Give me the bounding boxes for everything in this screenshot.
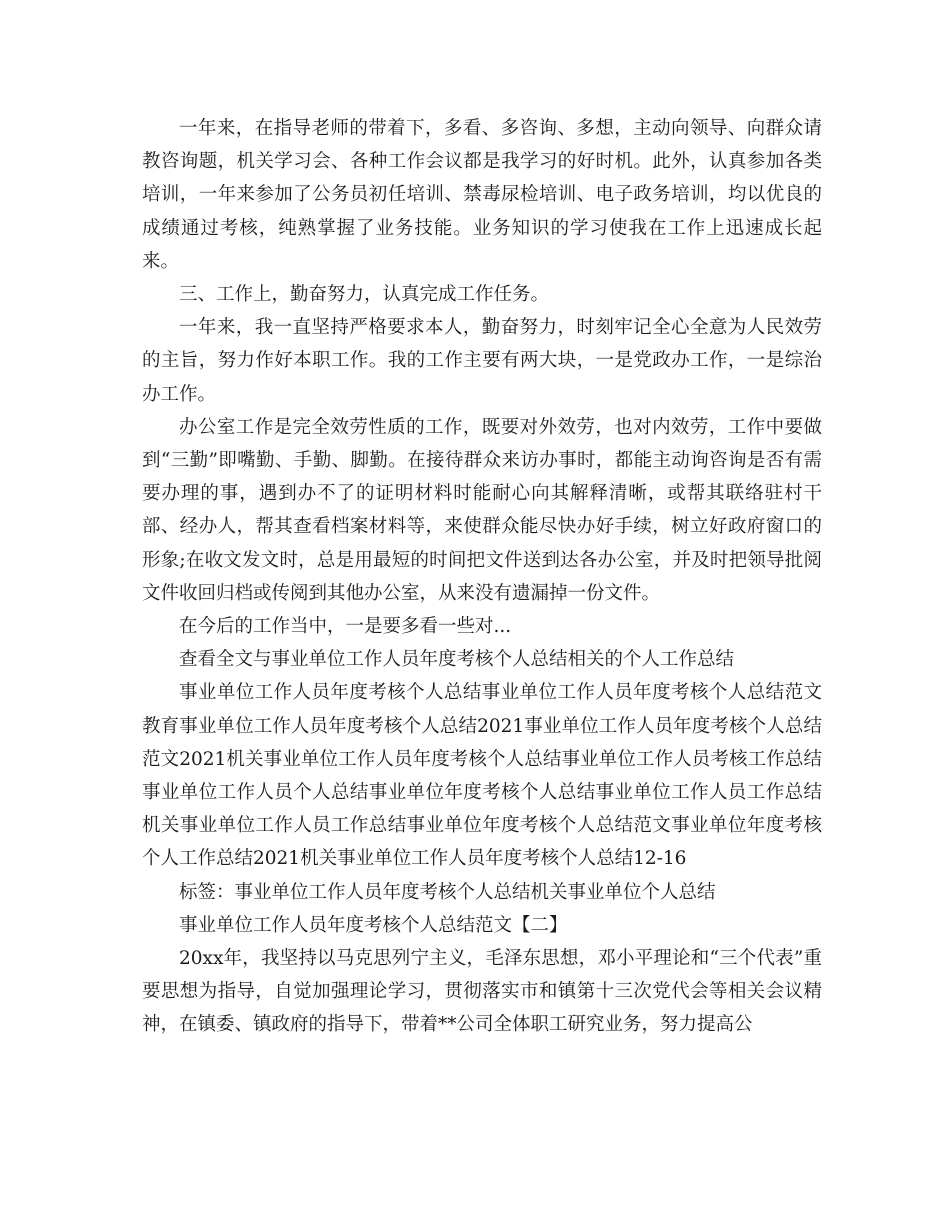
related-link-heading: 查看全文与事业单位工作人员年度考核个人总结相关的个人工作总结 — [179, 649, 735, 671]
section-title-two: 事业单位工作人员年度考核个人总结范文【二】 — [179, 914, 568, 936]
paragraph-future: 在今后的工作当中，一是要多看一些对... — [179, 616, 512, 638]
tags-line: 标签：事业单位工作人员年度考核个人总结机关事业单位个人总结 — [179, 881, 716, 903]
paragraph-study: 一年来，在指导老师的带着下，多看、多咨询、多想，主动向领导、向群众请教咨询题，机关学习会、各种工作会议都是我学习的好时机。此外，认真参加各类培训，一年来参加了公务员初任培训、禁毒尿检培训、电子政务培训，均以优良的成绩通过考核，纯熟掌握了业务技能。业务知识的学习使我在工作上迅速成长起来。 — [142, 118, 822, 272]
section-heading-work: 三、工作上，勤奋努力，认真完成工作任务。 — [179, 284, 550, 306]
paragraph-duty: 一年来，我一直坚持严格要求本人，勤奋努力，时刻牢记全心全意为人民效劳的主旨，努力作好本职工作。我的工作主要有两大块，一是党政办工作，一是综治办工作。 — [142, 317, 822, 405]
related-titles-list: 事业单位工作人员年度考核个人总结事业单位工作人员年度考核个人总结范文教育事业单位工作人员年度考核个人总结2021事业单位工作人员年度考核个人总结范文2021机关事业单位工作人员年度考核个人总结事业单位工作人员考核工作总结事业单位工作人员个人总结事业单位年度考核个人总结事业单位工作人员工作总结机关事业单位工作人员工作总结事业单位年度考核个人总结范文事业单位年度考核个人工作总结2021机关事业单位工作人员年度考核个人总结12-16 — [142, 682, 822, 870]
document-body — [142, 112, 822, 1042]
paragraph-office-work: 办公室工作是完全效劳性质的工作，既要对外效劳，也对内效劳，工作中要做到“三勤”即嘴勤、手勤、脚勤。在接待群众来访办事时，都能主动询咨询是否有需要办理的事，遇到办不了的证明材料时能耐心向其解释清晰，或帮其联络驻村干部、经办人，帮其查看档案材料等，来使群众能尽快办好手续，树立好政府窗口的形象;在收文发文时，总是用最短的时间把文件送到达各办公室，并及时把领导批阅文件收回归档或传阅到其他办公室，从来没有遗漏掉一份文件。 — [142, 416, 822, 604]
paragraph-2021-intro: 20xx年，我坚持以马克思列宁主义，毛泽东思想，邓小平理论和“三个代表”重要思想为指导，自觉加强理论学习，贯彻落实市和镇第十三次党代会等相关会议精神，在镇委、镇政府的指导下，带着**公司全体职工研究业务，努力提高公 — [142, 948, 822, 1036]
